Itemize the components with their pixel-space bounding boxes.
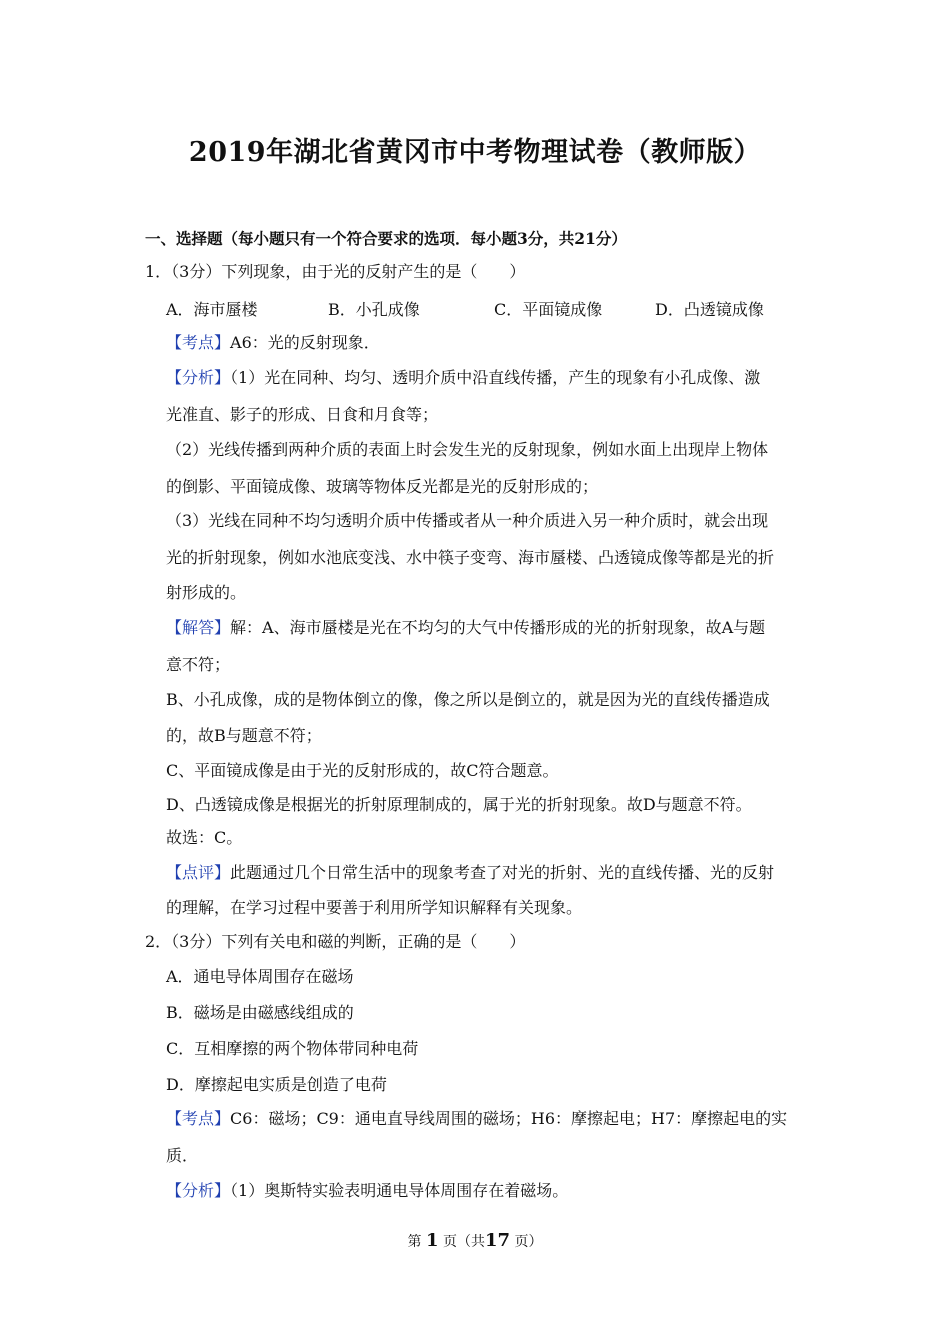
q2-option-a: A．通电导体周围存在磁场: [166, 967, 354, 986]
kaodian-tag: 【考点】: [166, 1109, 231, 1128]
q1-fenxi-line: [166, 368, 760, 388]
q1-option-c: C．平面镜成像: [494, 300, 603, 319]
page-total: 17: [484, 1230, 511, 1251]
q1-dianping-line: [166, 863, 774, 883]
q1-jieda-line: C、平面镜成像是由于光的反射形成的，故C符合题意。: [166, 761, 559, 780]
fenxi-tag: 【分析】: [166, 1181, 231, 1200]
q1-fenxi-line: 光的折射现象，例如水池底变浅、水中筷子变弯、海市蜃楼、凸透镜成像等都是光的折: [166, 548, 775, 567]
q2-kaodian-line: [166, 1109, 787, 1129]
jieda-text: 解：A、海市蜃楼是光在不均匀的大气中传播形成的光的折射现象，故A与题: [230, 618, 766, 637]
fenxi-tag: 【分析】: [166, 368, 231, 387]
dianping-tag: 【点评】: [166, 863, 231, 882]
q1-jieda-line: 的，故B与题意不符；: [166, 726, 322, 745]
q1-fenxi-line: 光准直、影子的形成、日食和月食等；: [166, 405, 439, 424]
q2-option-d: D．摩擦起电实质是创造了电荷: [166, 1075, 387, 1094]
kaodian-text: C6：磁场；C9：通电直导线周围的磁场；H6：摩擦起电；H7：摩擦起电的实: [230, 1109, 788, 1128]
fenxi-text: （1）奥斯特实验表明通电导体周围存在着磁场。: [230, 1181, 569, 1200]
q2-kaodian-line: 质．: [166, 1146, 199, 1165]
fenxi-text: （1）光在同种、均匀、透明介质中沿直线传播，产生的现象有小孔成像、激: [230, 368, 761, 387]
q1-kaodian: [166, 333, 380, 353]
footer-mid: 页（共: [442, 1234, 485, 1250]
footer-pre: 第: [407, 1234, 422, 1250]
q1-fenxi-line: （2）光线传播到两种介质的表面上时会发生光的反射现象，例如水面上出现岸上物体: [166, 440, 769, 459]
jieda-tag: 【解答】: [166, 618, 231, 637]
q1-fenxi-line: （3）光线在同种不均匀透明介质中传播或者从一种介质进入另一种介质时，就会出现: [166, 511, 769, 530]
footer-post: 页）: [514, 1234, 543, 1250]
q1-fenxi-line: 的倒影、平面镜成像、玻璃等物体反光都是光的反射形成的；: [166, 477, 599, 496]
q2-option-b: B．磁场是由磁感线组成的: [166, 1003, 354, 1022]
q1-jieda-line: D、凸透镜成像是根据光的折射原理制成的，属于光的折射现象。故D与题意不符。: [166, 795, 752, 814]
q1-dianping-line: 的理解，在学习过程中要善于利用所学知识解释有关现象。: [166, 898, 583, 917]
q1-jieda-line: [166, 618, 765, 638]
page-title: 2019年湖北省黄冈市中考物理试卷（教师版）: [188, 137, 762, 168]
q1-fenxi-line: 射形成的。: [166, 583, 247, 602]
kaodian-tag: 【考点】: [166, 333, 231, 352]
q1-jieda-line: B、小孔成像，成的是物体倒立的像，像之所以是倒立的，就是因为光的直线传播造成: [166, 690, 770, 709]
q1-jieda-line: 意不符；: [166, 655, 231, 674]
page-footer: [0, 1230, 950, 1251]
dianping-text: 此题通过几个日常生活中的现象考查了对光的折射、光的直线传播、光的反射: [230, 863, 775, 882]
question-2-stem: 2．（3分）下列有关电和磁的判断，正确的是（ ）: [145, 932, 526, 951]
q2-fenxi-line: [166, 1181, 568, 1201]
question-1-stem: 1．（3分）下列现象，由于光的反射产生的是（ ）: [145, 262, 526, 281]
kaodian-text: A6：光的反射现象．: [230, 333, 380, 352]
q1-jieda-choice: 故选：C。: [166, 828, 243, 847]
q1-option-d: D．凸透镜成像: [655, 300, 764, 319]
q1-option-a: A．海市蜃楼: [166, 300, 258, 319]
q2-option-c: C．互相摩擦的两个物体带同种电荷: [166, 1039, 419, 1058]
section-heading: 一、选择题（每小题只有一个符合要求的选项．每小题3分，共21分）: [145, 229, 627, 248]
page-number: 1: [425, 1230, 439, 1251]
q1-option-b: B．小孔成像: [328, 300, 420, 319]
